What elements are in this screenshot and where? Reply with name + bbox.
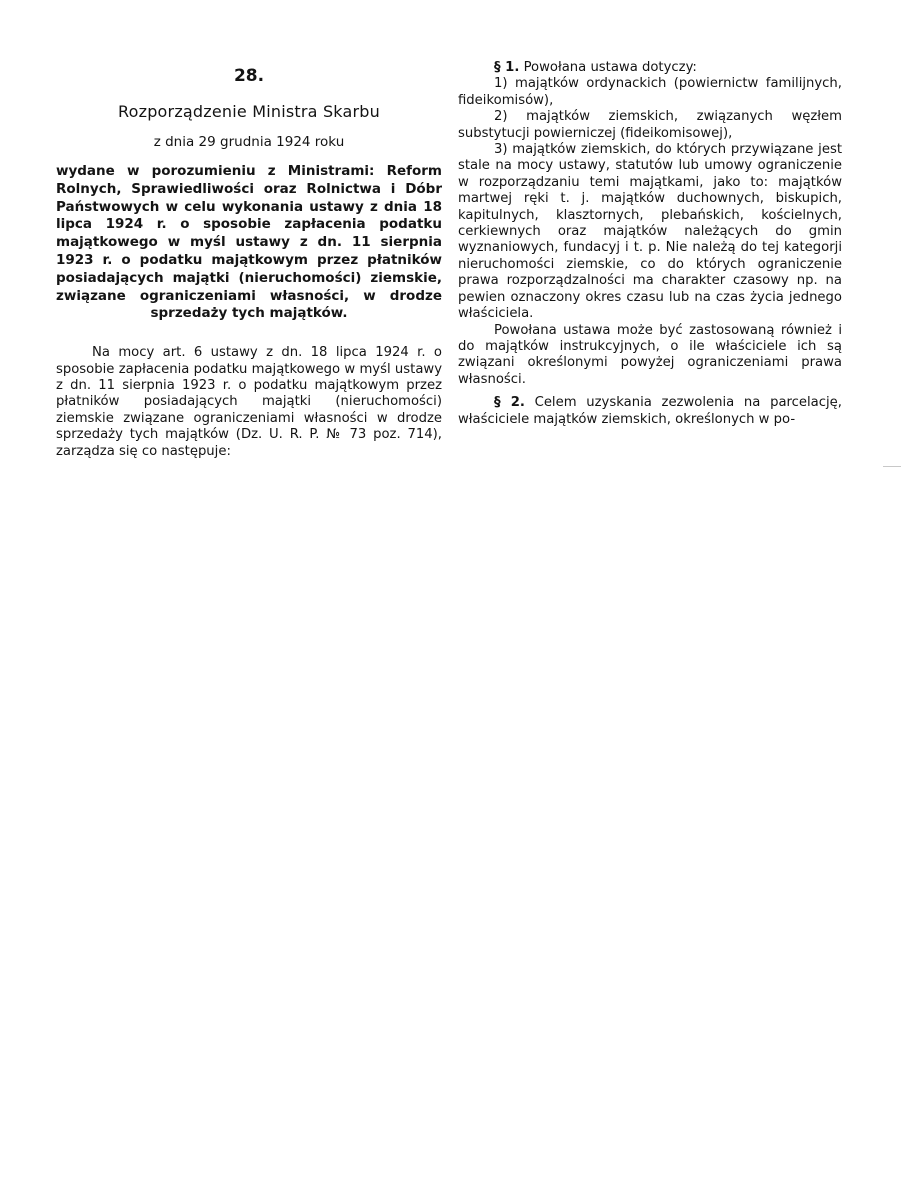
section-2-text: Celem uzyskania zezwolenia na parcelację, właściciele majątków ziemskich, określonych w po- xyxy=(458,395,842,427)
section-1-mark: § 1. xyxy=(494,60,520,75)
left-column xyxy=(56,60,442,460)
document-title: Rozporządzenie Ministra Skarbu xyxy=(118,102,380,121)
section-1-intro xyxy=(458,60,842,76)
document-number: 28. xyxy=(233,66,265,86)
list-item-1: 1) majątków ordynackich (powiernictw familijnych, fideikomisów), xyxy=(458,76,842,108)
right-column xyxy=(458,60,842,428)
instruction-paragraph: Powołana ustawa może być zastosowaną również i do majątków instrukcyjnych, o ile właściciele ich są związani określonymi powyżej ograniczeniami prawa własności. xyxy=(458,322,842,387)
margin-mark xyxy=(883,466,901,467)
list-item-2: 2) majątków ziemskich, związanych węzłem substytucji powierniczej (fideikomisowej), xyxy=(458,109,842,141)
preamble-paragraph: Na mocy art. 6 ustawy z dn. 18 lipca 1924 r. o sposobie zapłacenia podatku majątkowego w myśl ustawy z dn. 11 sierpnia 1923 r. o podatku majątkowym przez płatników posiadających majątki (nieruchomości) ziemskie związane ograniczeniami własności w drodze sprzedaży tych majątków (Dz. U. R. P. № 73 poz. 714), zarządza się co następuje: xyxy=(56,345,442,459)
section-1-intro-text: Powołana ustawa dotyczy: xyxy=(523,60,697,75)
document-subtitle: wydane w porozumieniu z Ministrami: Reform Rolnych, Sprawiedliwości oraz Rolnictwa i Dóbr Państwowych w celu wykonania ustawy z dnia 18 lipca 1924 r. o sposobie zapłacenia podatku majątkowego w myśl ustawy z dn. 11 sierpnia 1923 r. o podatku majątkowym przez płatników posiadających majątki (nieruchomości) ziemskie, związane ograniczeniami własności, w drodze sprzedaży tych majątków. xyxy=(56,163,442,322)
section-2-paragraph xyxy=(458,395,842,428)
section-2-mark: § 2. xyxy=(494,395,525,411)
list-item-3: 3) majątków ziemskich, do których przywiązane jest stale na mocy ustawy, statutów lub umowy ograniczenie w rozporządzaniu temi majątkami, jako to: majątków martwej ręki t. j. majątków duchownych, biskupich, kapitulnych, klasztornych, plebańskich, kościelnych, cerkiewnych oraz majątków należących do gmin wyznaniowych, fundacyj i t. p. Nie należą do tej kategorji nieruchomości ziemskie, co do których ograniczenie prawa rozporządzalności ma charakter czasowy np. na pewien oznaczony okres czasu lub na czas życia jednego właściciela. xyxy=(458,142,842,322)
document-date: z dnia 29 grudnia 1924 roku xyxy=(153,134,345,150)
